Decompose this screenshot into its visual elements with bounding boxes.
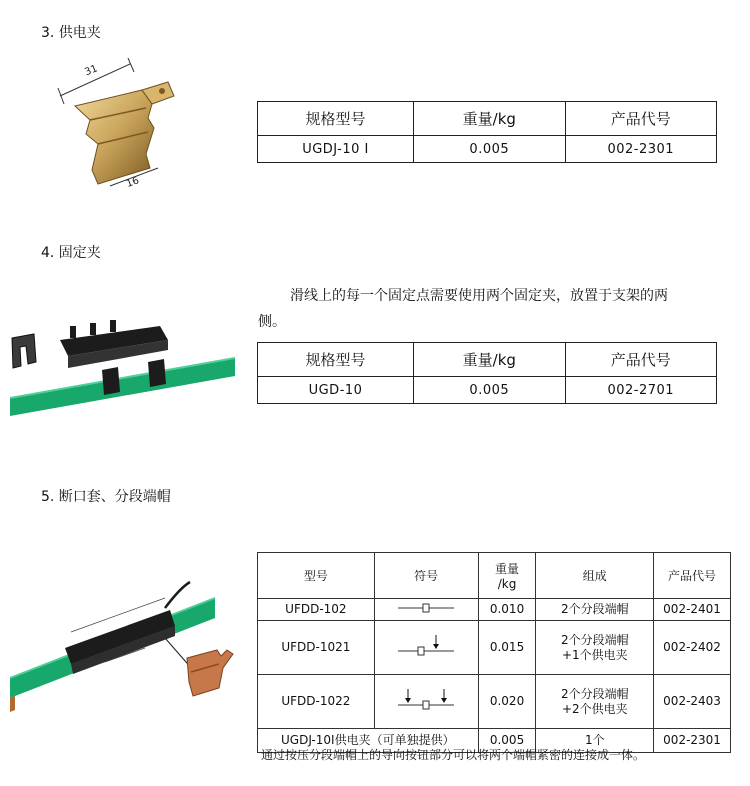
cell-weight: 0.010 [478,599,536,621]
cell-code: 002-2301 [654,729,731,753]
symbol-two-feed-icon [394,685,458,715]
cell-composition: 1个 [536,729,654,753]
cell-separate-clip: UGDJ-10Ⅰ供电夹（可单独提供） [258,729,479,753]
table-row [258,675,731,729]
cell-symbol [374,599,478,621]
fixing-clip-image [10,318,235,418]
description-line-1: 滑线上的每一个固定点需要使用两个固定夹，放置于支架的两 [290,288,668,304]
symbol-one-feed-icon [394,631,458,661]
cell-weight: 0.020 [478,675,536,729]
description-line-2: 侧。 [258,314,286,330]
header-model: 型号 [258,553,375,599]
power-clip-image [50,58,220,208]
fixing-clip-table [257,342,717,404]
table-row [258,599,731,621]
header-weight: 重量/kg [414,102,565,136]
header-spec-model: 规格型号 [258,102,414,136]
header-product-code: 产品代号 [565,102,716,136]
table-row [258,136,717,163]
cell-code: 002-2402 [654,621,731,675]
cell-symbol [374,675,478,729]
table-row [258,621,731,675]
table-header-row [258,553,731,599]
header-spec-model: 规格型号 [258,343,414,377]
section-5-heading: 5. 断口套、分段端帽 [41,489,171,505]
header-symbol [374,553,478,599]
section-cap-image [5,578,240,748]
cell-composition: 2个分段端帽 [536,599,654,621]
cell-model: UGDJ-10 Ⅰ [258,136,414,163]
header-composition: 组成 [536,553,654,599]
header-symbol-label: 符号 [414,569,439,583]
header-weight: 重量 /kg [478,553,536,599]
header-weight: 重量/kg [414,343,565,377]
power-clip-table [257,101,717,163]
dimension-16: 16 [124,175,141,190]
cell-model: UGD-10 [258,377,414,404]
cell-symbol [374,621,478,675]
section-cap-note: 通过按压分段端帽上的导向按钮部分可以将两个端帽紧密的连接成一体。 [261,748,646,762]
cell-code: 002-2403 [654,675,731,729]
cell-weight: 0.005 [478,729,536,753]
header-product-code: 产品代号 [565,343,716,377]
cell-code: 002-2301 [565,136,716,163]
cell-weight: 0.005 [414,377,565,404]
cell-weight: 0.005 [414,136,565,163]
cell-model: UFDD-1021 [258,621,375,675]
symbol-section-break-icon [394,601,458,615]
cell-code: 002-2701 [565,377,716,404]
cell-weight: 0.015 [478,621,536,675]
section-3-heading: 3. 供电夹 [41,25,101,41]
cell-composition: 2个分段端帽 +2个供电夹 [536,675,654,729]
section-cap-table [257,552,731,753]
cell-model: UFDD-1022 [258,675,375,729]
table-header-row [258,343,717,377]
cell-code: 002-2401 [654,599,731,621]
cell-model: UFDD-102 [258,599,375,621]
table-header-row [258,102,717,136]
dimension-31: 31 [83,63,100,79]
header-product-code: 产品代号 [654,553,731,599]
cell-composition: 2个分段端帽 +1个供电夹 [536,621,654,675]
fixing-clip-description [258,283,728,335]
section-4-heading: 4. 固定夹 [41,245,101,261]
table-row [258,377,717,404]
